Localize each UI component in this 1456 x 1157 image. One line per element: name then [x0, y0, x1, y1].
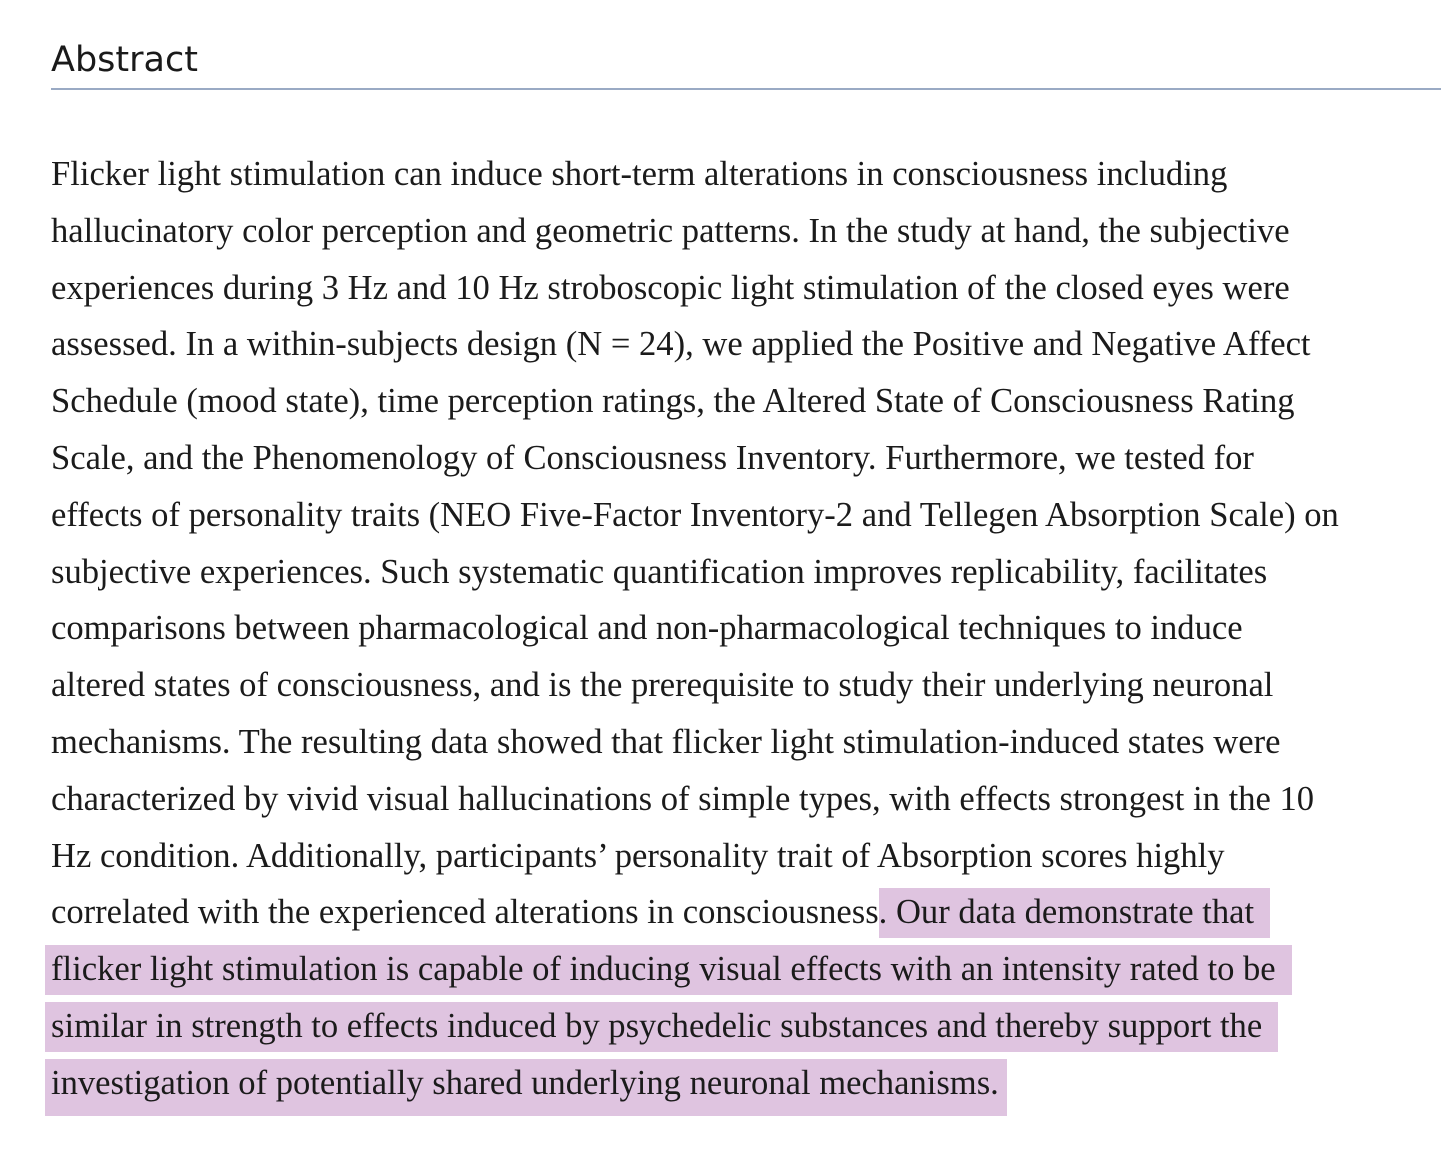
abstract-line: [51, 998, 1441, 1055]
highlighted-text: flicker light stimulation is capable of inducing visual effects with an intensity rated to be: [45, 945, 1292, 995]
highlighted-text: investigation of potentially shared underlying neuronal mechanisms.: [45, 1059, 1007, 1116]
highlighted-text: . Our data demonstrate that: [879, 888, 1270, 938]
abstract-paragraph: [51, 90, 1441, 1112]
abstract-section: [51, 0, 1441, 1112]
abstract-line: [51, 1055, 1441, 1112]
abstract-line: hallucinatory color perception and geometric patterns. In the study at hand, the subjective: [51, 211, 1290, 250]
abstract-line: effects of personality traits (NEO Five-Factor Inventory-2 and Tellegen Absorption Scale) on: [51, 495, 1339, 534]
abstract-line-text: correlated with the experienced alterations in consciousness: [51, 893, 879, 932]
abstract-line: experiences during 3 Hz and 10 Hz stroboscopic light stimulation of the closed eyes were: [51, 268, 1290, 307]
abstract-line: subjective experiences. Such systematic quantification improves replicability, facilitates: [51, 552, 1268, 591]
abstract-line: comparisons between pharmacological and non-pharmacological techniques to induce: [51, 609, 1243, 648]
abstract-line: Scale, and the Phenomenology of Consciousness Inventory. Furthermore, we tested for: [51, 438, 1254, 477]
highlighted-text: similar in strength to effects induced by psychedelic substances and thereby support the: [45, 1002, 1278, 1052]
abstract-line: Hz condition. Additionally, participants’ personality trait of Absorption scores highly: [51, 836, 1225, 875]
section-heading: Abstract: [51, 0, 1441, 90]
abstract-line: [51, 941, 1441, 998]
abstract-line: mechanisms. The resulting data showed that flicker light stimulation-induced states were: [51, 722, 1281, 761]
abstract-line: altered states of consciousness, and is the prerequisite to study their underlying neuronal: [51, 666, 1274, 705]
abstract-line: Flicker light stimulation can induce short-term alterations in consciousness including: [51, 155, 1228, 193]
abstract-line: characterized by vivid visual hallucinations of simple types, with effects strongest in the 10: [51, 779, 1315, 818]
abstract-line: Schedule (mood state), time perception ratings, the Altered State of Consciousness Rating: [51, 382, 1295, 421]
abstract-line: assessed. In a within-subjects design (N = 24), we applied the Positive and Negative Affect: [51, 325, 1311, 364]
abstract-line: [51, 884, 1441, 941]
